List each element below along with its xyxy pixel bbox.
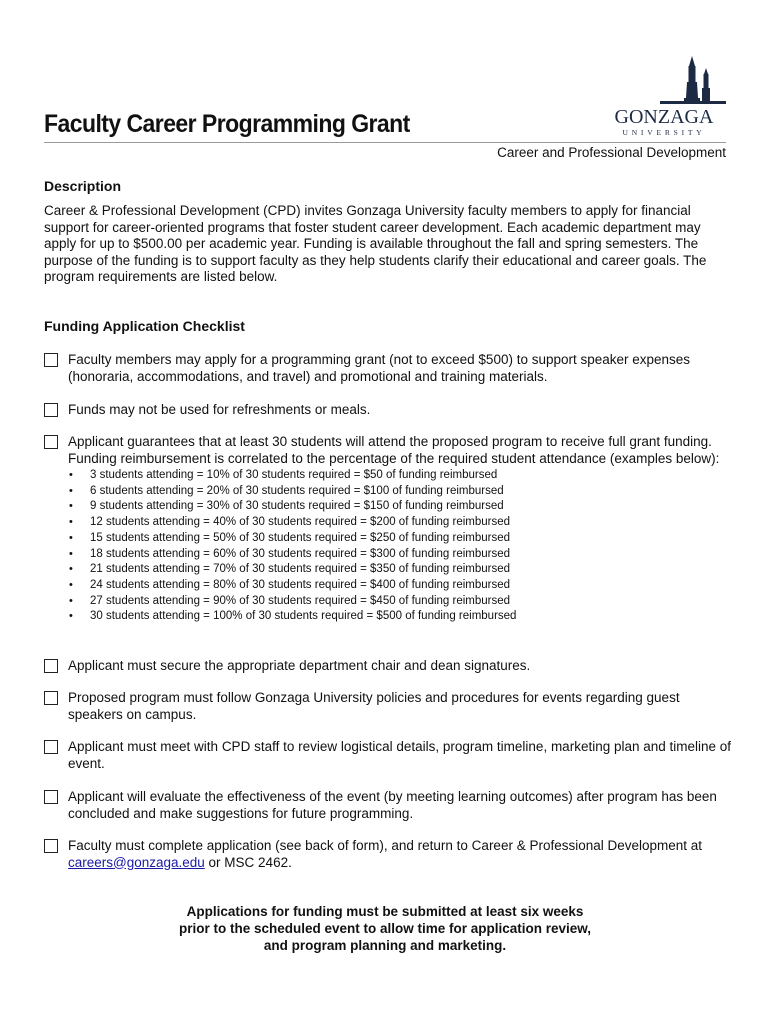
page-title: Faculty Career Programming Grant [44,110,410,138]
logo-name: GONZAGA [614,106,714,128]
checklist-item [44,789,734,822]
footer-line: Applications for funding must be submitted at least six weeks [186,904,584,919]
description-heading: Description [44,178,122,194]
checklist-item-text: Faculty members may apply for a programming grant (not to exceed $500) to support speaker expenses (honoraria, accommodations, and travel) and promotional and training materials. [68,352,691,384]
checklist-item-text [68,838,734,871]
bullet-icon: • [69,484,73,497]
list-item: • 6 students attending = 20% of 30 students required = $100 of funding reimbursed [68,484,734,500]
bullet-icon: • [69,500,73,513]
bullet-icon: • [69,547,73,560]
department-name: Career and Professional Development [497,145,726,160]
checkbox[interactable] [44,353,58,367]
list-item: • 12 students attending = 40% of 30 students required = $200 of funding reimbursed [68,515,734,531]
checkbox[interactable] [44,839,58,853]
checkbox[interactable] [44,740,58,754]
bullet-icon: • [69,578,73,591]
checklist-item [44,658,734,675]
list-item: • 24 students attending = 80% of 30 students required = $400 of funding reimbursed [68,578,734,594]
checkbox[interactable] [44,790,58,804]
submission-deadline-note [0,903,770,954]
list-item: • 9 students attending = 30% of 30 students required = $150 of funding reimbursed [68,499,734,515]
checkbox[interactable] [44,691,58,705]
bullet-icon: • [69,563,73,576]
gonzaga-logo [600,54,728,138]
list-item: • 3 students attending = 10% of 30 students required = $50 of funding reimbursed [68,468,734,484]
bullet-icon: • [69,516,73,529]
checklist-heading: Funding Application Checklist [44,318,245,334]
list-item: • 21 students attending = 70% of 30 students required = $350 of funding reimbursed [68,562,734,578]
checklist-item-text: Applicant must secure the appropriate department chair and dean signatures. [68,658,531,673]
checklist-item-text: Applicant guarantees that at least 30 students will attend the proposed program to receive full grant funding. Funding reimbursement is correlated to the percentage of the required student attendance (examples below): [68,434,720,466]
checkbox[interactable] [44,435,58,449]
title-divider [44,142,726,143]
checklist-item-text: Applicant must meet with CPD staff to review logistical details, program timeline, marketing plan and timeline of event. [68,739,732,771]
bullet-icon: • [69,610,73,623]
checklist-item [44,402,734,419]
checklist-item-text: Applicant will evaluate the effectiveness of the event (by meeting learning outcomes) after program has been concluded and make suggestions for future programming. [68,789,717,821]
list-item: • 15 students attending = 50% of 30 students required = $250 of funding reimbursed [68,531,734,547]
bullet-icon: • [69,531,73,544]
description-body: Career & Professional Development (CPD) invites Gonzaga University faculty members to apply for financial support for career-oriented programs that foster student career development. Each academic department may apply for up to $500.00 per academic year. Funding is available throughout the fall and spring semesters. The purpose of the funding is to support faculty as they help students clarify their educational and career goals. The program requirements are listed below. [44,203,707,284]
checklist-item [44,838,734,871]
msc-text: or MSC 2462. [204,854,292,870]
checklist-item [44,434,734,625]
bullet-icon: • [69,594,73,607]
list-item: • 27 students attending = 90% of 30 students required = $450 of funding reimbursed [68,594,734,610]
checklist-item-text: Proposed program must follow Gonzaga University policies and procedures for events regarding guest speakers on campus. [68,690,680,722]
footer-line: prior to the scheduled event to allow time for application review, [178,921,592,936]
reimbursement-list [44,468,734,625]
logo-subtitle: UNIVERSITY [622,128,706,137]
tower-icon [660,56,726,104]
submission-instructions: Faculty must complete application (see back of form), and return to Career & Professional Development at [68,838,703,853]
bullet-icon: • [69,469,73,481]
checkbox[interactable] [44,659,58,673]
footer-line: and program planning and marketing. [263,938,507,953]
list-item: • 30 students attending = 100% of 30 students required = $500 of funding reimbursed [68,609,734,625]
email-link[interactable]: careers@gonzaga.edu [68,854,205,870]
checklist-item [44,352,734,385]
checklist-item [44,690,734,723]
checklist-item [44,739,734,772]
checkbox[interactable] [44,403,58,417]
checklist-item-text: Funds may not be used for refreshments or meals. [68,402,371,417]
list-item: • 18 students attending = 60% of 30 students required = $300 of funding reimbursed [68,547,734,563]
